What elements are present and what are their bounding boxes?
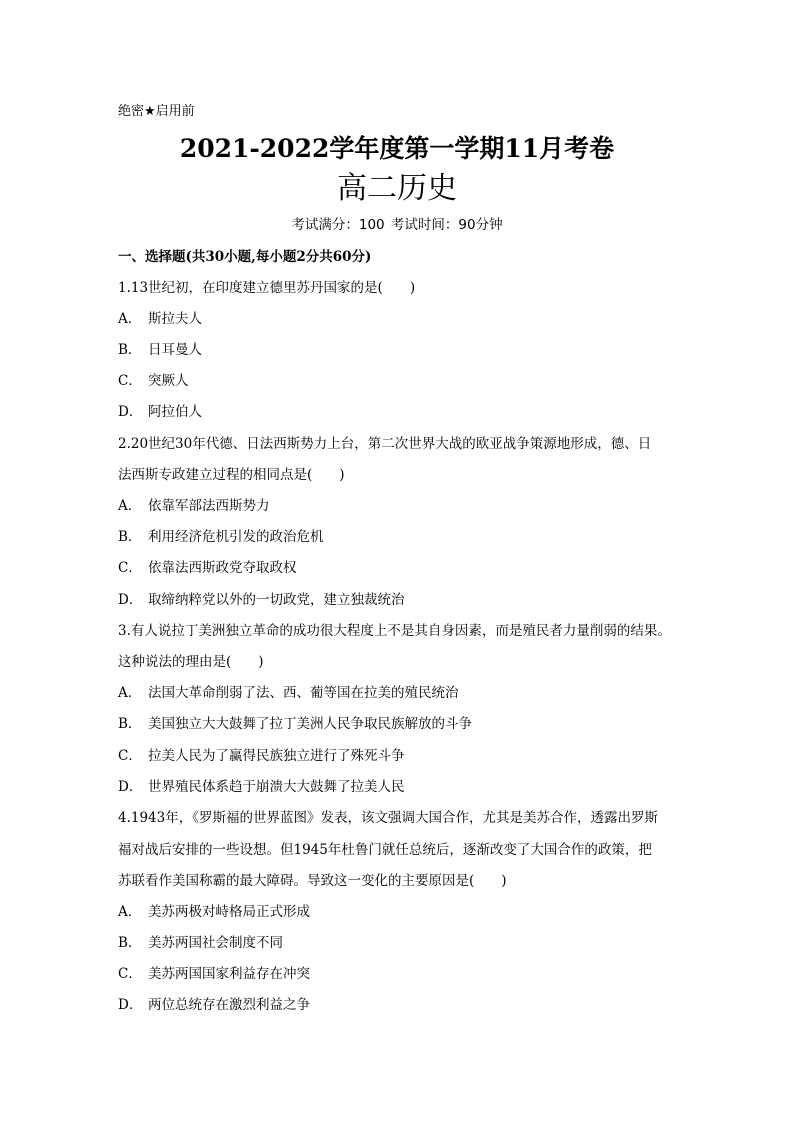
option-text: 拉美人民为了赢得民族独立进行了殊死斗争	[148, 748, 405, 764]
option-text: 日耳曼人	[148, 342, 202, 358]
option-letter: D．	[118, 592, 143, 608]
question-1-stem: 1.13世纪初，在印度建立德里苏丹国家的是( )	[118, 280, 416, 296]
question-3-option-d	[118, 777, 405, 797]
option-letter: C．	[118, 560, 142, 576]
question-4-stem-line-3: 苏联看作美国称霸的最大障碍。导致这一变化的主要原因是( )	[118, 873, 507, 889]
option-text: 世界殖民体系趋于崩溃大大鼓舞了拉美人民	[148, 779, 405, 795]
question-1-option-d	[118, 402, 202, 422]
question-3-stem-line-1: 3.有人说拉丁美洲独立革命的成功很大程度上不是其自身因素，而是殖民者力量削弱的结果。	[118, 623, 671, 639]
option-text: 美苏两国国家利益存在冲突	[148, 966, 310, 982]
question-2-stem-line-1: 2.20世纪30年代德、日法西斯势力上台，第二次世界大战的欧亚战争策源地形成，德、日	[118, 436, 652, 452]
option-letter: B．	[118, 529, 142, 545]
option-letter: A．	[118, 498, 142, 514]
option-text: 美苏两极对峙格局正式形成	[148, 904, 310, 920]
option-text: 突厥人	[148, 373, 189, 389]
question-2-stem-line-2: 法西斯专政建立过程的相同点是( )	[118, 467, 345, 483]
question-3-option-b	[118, 714, 472, 734]
option-text: 阿拉伯人	[148, 404, 202, 420]
option-text: 利用经济危机引发的政治危机	[148, 529, 324, 545]
option-text: 取缔纳粹党以外的一切政党，建立独裁统治	[148, 592, 405, 608]
option-letter: D．	[118, 997, 143, 1013]
question-2-option-d	[118, 590, 405, 610]
question-4-stem-line-1: 4.1943年，《罗斯福的世界蓝图》发表，该文强调大国合作，尤其是美苏合作，透露出罗斯	[118, 810, 658, 826]
question-4-option-d	[118, 995, 310, 1015]
subject-title: 高二历史	[337, 171, 457, 206]
question-2-option-a	[118, 496, 270, 516]
option-letter: D．	[118, 779, 143, 795]
question-4-option-a	[118, 902, 310, 922]
option-letter: A．	[118, 685, 142, 701]
question-1-option-a	[118, 309, 202, 329]
question-4-stem-line-2: 福对战后安排的一些设想。但1945年杜鲁门就任总统后，逐渐改变了大国合作的政策，把	[118, 842, 652, 858]
option-text: 法国大革命削弱了法、西、葡等国在拉美的殖民统治	[148, 685, 459, 701]
option-text: 两位总统存在激烈利益之争	[148, 997, 310, 1013]
question-4-option-b	[118, 933, 283, 953]
option-text: 美国独立大大鼓舞了拉丁美洲人民争取民族解放的斗争	[148, 716, 472, 732]
option-letter: D．	[118, 404, 143, 420]
question-1-option-c	[118, 371, 189, 391]
option-letter: B．	[118, 935, 142, 951]
option-letter: A．	[118, 311, 142, 327]
option-letter: B．	[118, 716, 142, 732]
section-heading: 一、选择题(共30小题,每小题2分共60分)	[118, 249, 372, 265]
option-text: 依靠法西斯政党夺取政权	[148, 560, 297, 576]
option-letter: C．	[118, 748, 142, 764]
option-text: 斯拉夫人	[148, 311, 202, 327]
question-4-option-c	[118, 964, 310, 984]
question-2-option-c	[118, 558, 297, 578]
question-3-option-c	[118, 746, 405, 766]
option-letter: A．	[118, 904, 142, 920]
question-3-stem-line-2: 这种说法的理由是( )	[118, 654, 264, 670]
question-3-option-a	[118, 683, 459, 703]
exam-info: 考试满分：100 考试时间：90分钟	[291, 217, 503, 233]
exam-title: 2021-2022学年度第一学期11月考卷	[179, 134, 615, 163]
option-letter: C．	[118, 966, 142, 982]
option-letter: B．	[118, 342, 142, 358]
question-2-option-b	[118, 527, 324, 547]
option-text: 依靠军部法西斯势力	[148, 498, 270, 514]
confidential-label: 绝密★启用前	[118, 104, 195, 119]
option-text: 美苏两国社会制度不同	[148, 935, 283, 951]
question-1-option-b	[118, 340, 202, 360]
option-letter: C．	[118, 373, 142, 389]
